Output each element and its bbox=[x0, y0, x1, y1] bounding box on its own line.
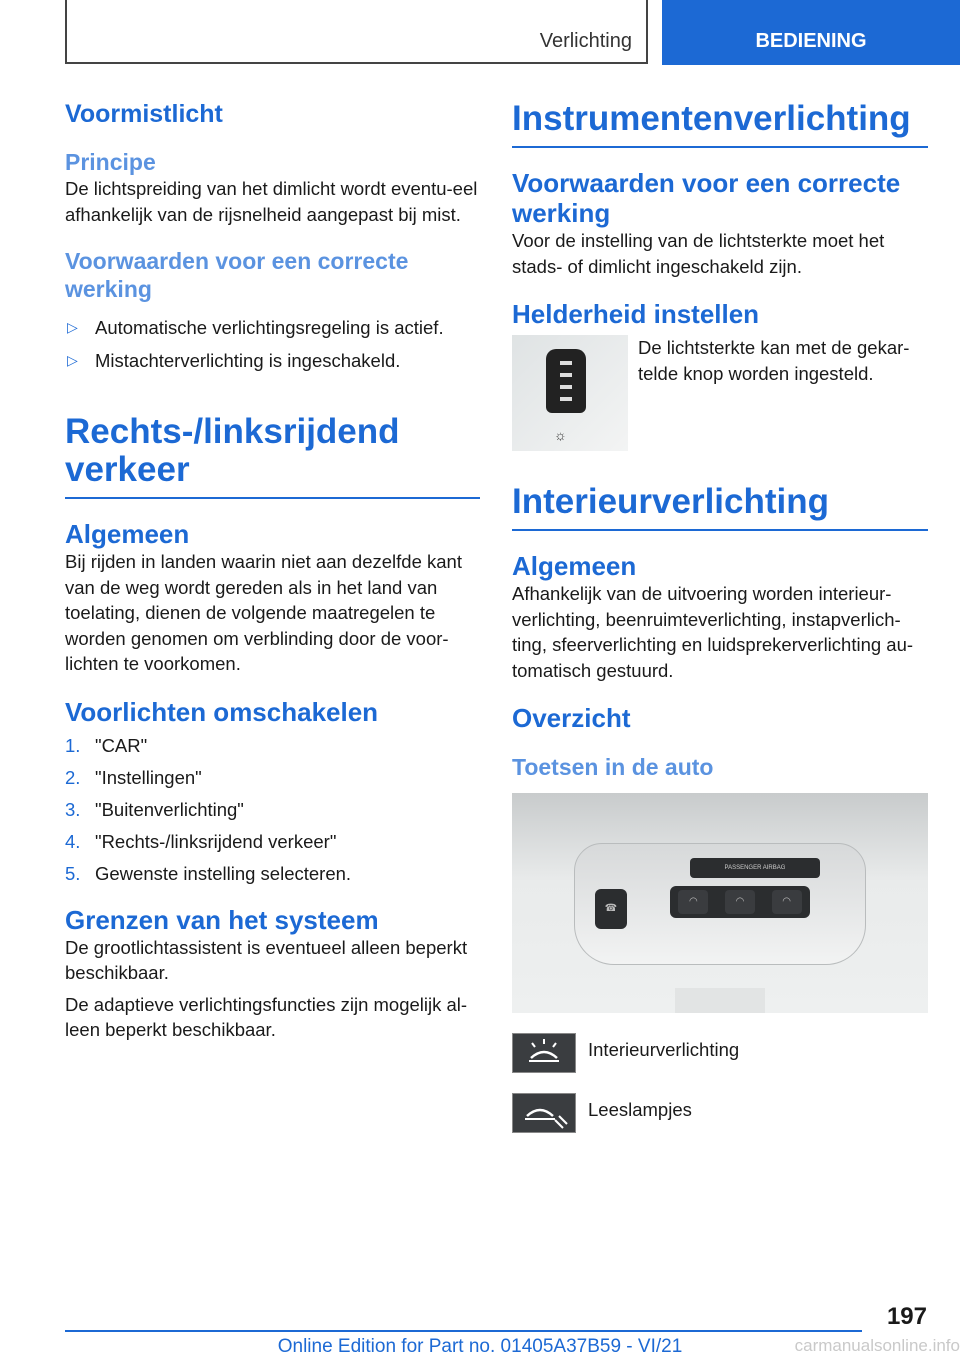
console-housing bbox=[574, 843, 866, 965]
watermark: carmanualsonline.info bbox=[794, 1336, 960, 1355]
page-number: 197 bbox=[886, 1303, 927, 1330]
heading-toetsen: Toetsen in de auto bbox=[512, 754, 714, 780]
list-item: 3. "Buitenverlichting" bbox=[65, 798, 244, 820]
voorwaarden-list bbox=[65, 315, 480, 373]
heading-grenzen: Grenzen van het systeem bbox=[65, 904, 379, 935]
sos-button-icon: ☎ bbox=[595, 889, 627, 929]
heading-algemeen-left: Algemeen bbox=[65, 519, 190, 549]
knurled-knob bbox=[546, 349, 586, 413]
dimmer-knob-image bbox=[512, 335, 628, 451]
list-item: ▷ Automatische verlichtingsregeling is actief. bbox=[67, 317, 444, 338]
left-column bbox=[65, 100, 480, 1043]
brightness-icon: ☼ bbox=[554, 427, 567, 443]
heading-omschakelen: Voorlichten omschakelen bbox=[65, 696, 379, 727]
list-item: 4. "Rechts-/linksrijdend verkeer" bbox=[65, 830, 337, 852]
icon-legend-row bbox=[512, 1033, 928, 1073]
triangle-bullet-icon: ▷ bbox=[67, 319, 78, 335]
algemeen-text-left: Bij rijden in landen waarin niet aan dezelfde kant van de weg wordt gereden als in het land van toelating, dienen de volgende maatregelen te worden genomen om verblinding door de voor-lichten te voorkomen. bbox=[65, 551, 462, 674]
icon-label: Interieurverlichting bbox=[588, 1039, 740, 1060]
voorwaarden-text: Voor de instelling van de lichtsterkte moet het stads- of dimlicht ingeschakeld zijn. bbox=[512, 230, 885, 277]
list-item: 1. "CAR" bbox=[65, 734, 148, 756]
icon-legend-row bbox=[512, 1093, 928, 1133]
heading-instrumentenverlichting: Instrumentenverlichting bbox=[512, 99, 911, 138]
heading-rechts-links: Rechts-/linksrijdend verkeer bbox=[65, 412, 400, 489]
footer-divider bbox=[65, 1330, 862, 1332]
chapter-tab: BEDIENING bbox=[662, 0, 960, 65]
edition-text: Online Edition for Part no. 01405A37B59 - VI/21 bbox=[277, 1336, 683, 1357]
list-item: 2. "Instellingen" bbox=[65, 766, 202, 788]
heading-voorwaarden-instrument: Voorwaarden voor een correcte werking bbox=[512, 168, 901, 228]
right-column bbox=[512, 100, 928, 1133]
reading-light-icon bbox=[512, 1093, 576, 1133]
heading-overzicht: Overzicht bbox=[512, 703, 631, 733]
interior-light-button-icon: ◠ bbox=[725, 890, 755, 914]
reading-light-button-icon: ◠ bbox=[772, 890, 802, 914]
section-title: Verlichting bbox=[539, 30, 632, 52]
grenzen-text-1: De grootlichtassistent is eventueel alleen beperkt beschikbaar. bbox=[65, 936, 468, 983]
heading-voorwaarden-mist: Voorwaarden voor een correcte werking bbox=[65, 248, 409, 302]
helderheid-block bbox=[512, 335, 928, 451]
grenzen-text-2: De adaptieve verlichtingsfuncties zijn mogelijk al-leen beperkt beschikbaar. bbox=[65, 993, 468, 1040]
steps-list bbox=[65, 733, 480, 886]
algemeen-text-right: Afhankelijk van de uitvoering worden interieur-verlichting, beenruimteverlichting, instapverlich-ting, sfeerverlichting en luidsprekerverlichting au-tomatisch gestuurd. bbox=[512, 583, 914, 681]
heading-principe: Principe bbox=[65, 149, 156, 175]
heading-voormistlicht: Voormistlicht bbox=[65, 100, 223, 128]
header-box bbox=[65, 0, 648, 64]
heading-interieurverlichting: Interieurverlichting bbox=[512, 482, 830, 521]
console-stem bbox=[675, 988, 765, 1013]
principe-text: De lichtspreiding van het dimlicht wordt eventu-eel afhankelijk van de rijsnelheid aangepast bij mist. bbox=[65, 178, 478, 225]
interior-light-icon bbox=[512, 1033, 576, 1073]
console-buttons bbox=[670, 886, 810, 918]
icon-label: Leeslampjes bbox=[588, 1099, 692, 1120]
list-item: 5. Gewenste instelling selecteren. bbox=[65, 862, 352, 884]
heading-helderheid: Helderheid instellen bbox=[512, 299, 760, 329]
heading-algemeen-right: Algemeen bbox=[512, 551, 637, 581]
roof-console-image bbox=[512, 793, 928, 1013]
list-item: ▷ Mistachterverlichting is ingeschakeld. bbox=[67, 350, 401, 371]
reading-light-button-icon: ◠ bbox=[678, 890, 708, 914]
helderheid-text: De lichtsterkte kan met de gekar-telde knop worden ingesteld. bbox=[638, 337, 910, 384]
airbag-indicator: PASSENGER AIRBAG bbox=[690, 858, 820, 878]
triangle-bullet-icon: ▷ bbox=[67, 352, 78, 368]
